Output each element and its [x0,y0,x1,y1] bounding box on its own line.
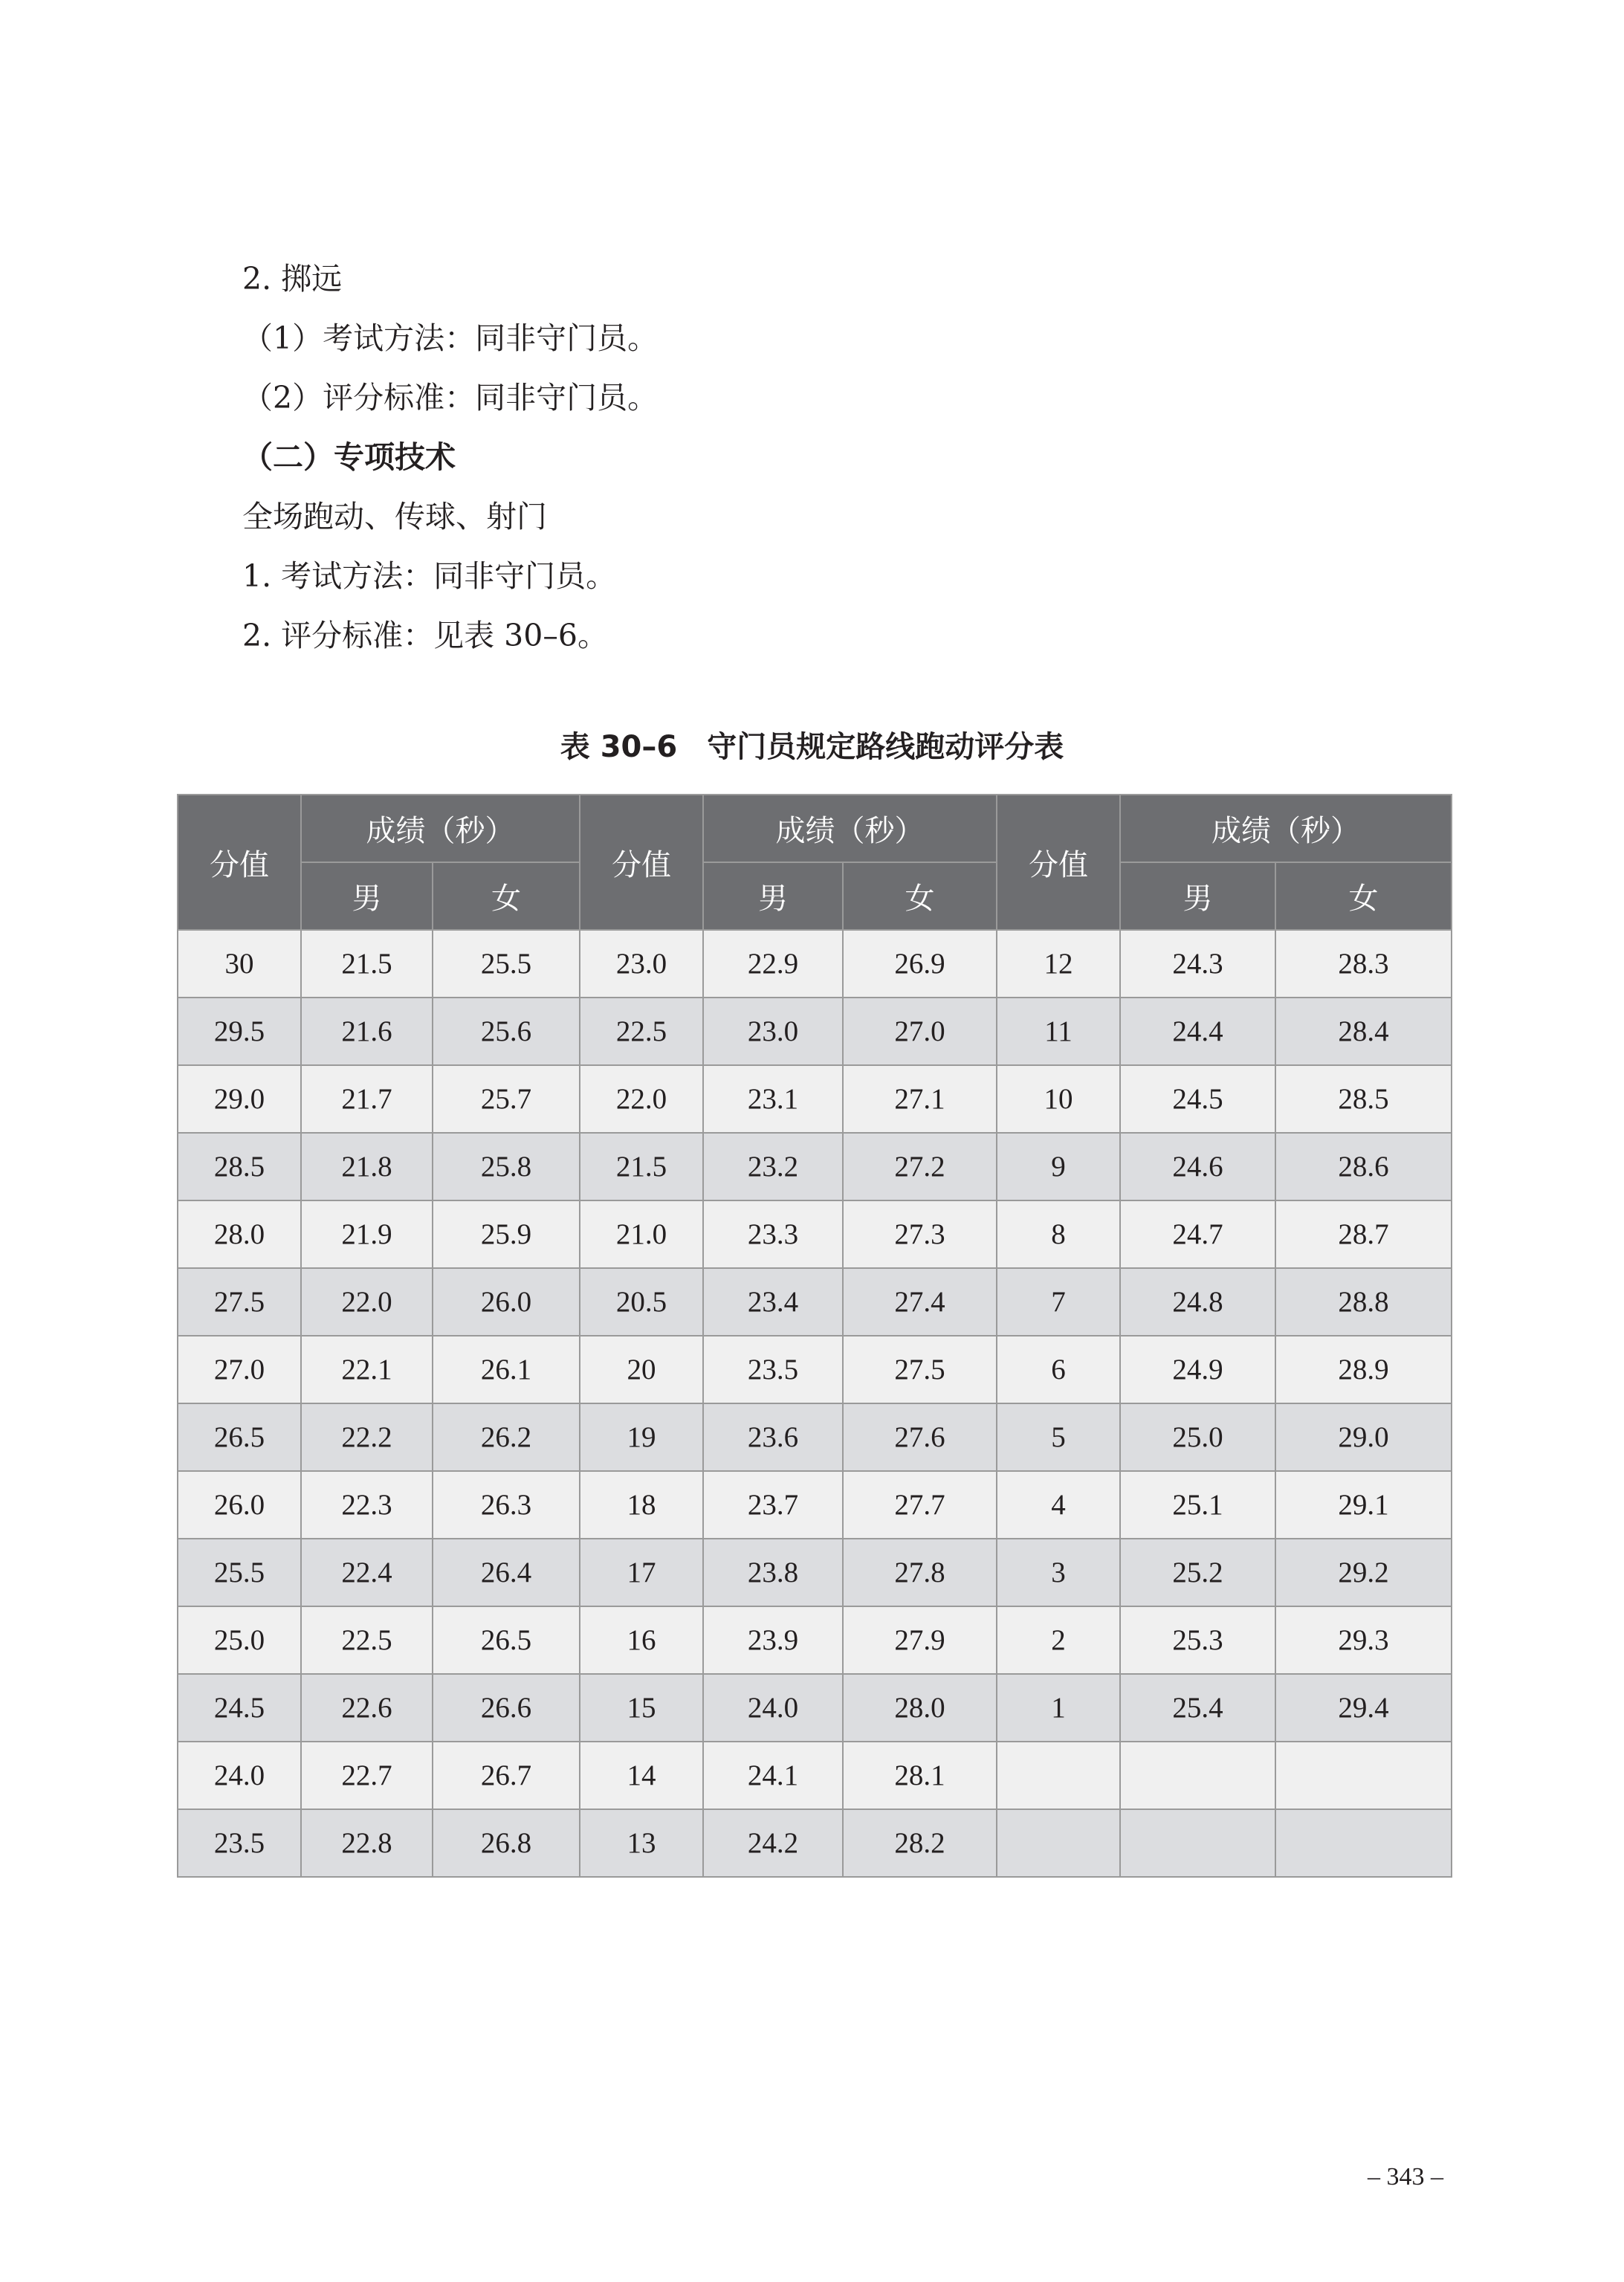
female-time-cell: 28.4 [1275,998,1452,1065]
female-time-cell: 28.9 [1275,1336,1452,1403]
male-time-cell: 24.3 [1120,930,1275,998]
female-header: 女 [433,862,580,930]
score-header: 分值 [178,795,301,930]
male-time-cell: 24.7 [1120,1200,1275,1268]
male-time-cell: 21.6 [301,998,433,1065]
male-time-cell: 23.2 [703,1133,843,1200]
male-time-cell: 24.8 [1120,1268,1275,1336]
table-row [178,1471,1452,1539]
female-time-cell: 27.4 [843,1268,997,1336]
score-cell: 20 [580,1336,703,1403]
score-cell: 24.5 [178,1674,301,1742]
female-time-cell: 28.2 [843,1809,997,1877]
result-header: 成绩（秒） [301,795,580,862]
female-time-cell: 28.6 [1275,1133,1452,1200]
score-cell: 24.0 [178,1742,301,1809]
score-cell: 8 [997,1200,1120,1268]
female-time-cell: 27.1 [843,1065,997,1133]
male-time-cell: 23.6 [703,1403,843,1471]
male-time-cell: 22.7 [301,1742,433,1809]
score-cell: 9 [997,1133,1120,1200]
male-time-cell: 24.1 [703,1742,843,1809]
score-cell: 27.5 [178,1268,301,1336]
score-cell: 26.5 [178,1403,301,1471]
table-row [178,1742,1452,1809]
table-row [178,998,1452,1065]
table-subheader-row [178,862,1452,930]
female-time-cell: 29.2 [1275,1539,1452,1606]
male-time-cell: 22.1 [301,1336,433,1403]
female-time-cell: 27.3 [843,1200,997,1268]
male-time-cell: 23.7 [703,1471,843,1539]
paragraph-skills-scoring: 2. 评分标准：见表 30–6。 [242,618,608,653]
score-cell: 13 [580,1809,703,1877]
score-cell: 23.0 [580,930,703,998]
female-time-cell: 27.0 [843,998,997,1065]
score-cell: 20.5 [580,1268,703,1336]
score-cell: 21.0 [580,1200,703,1268]
result-header: 成绩（秒） [703,795,997,862]
score-cell: 19 [580,1403,703,1471]
male-time-cell: 24.4 [1120,998,1275,1065]
male-time-cell: 22.9 [703,930,843,998]
female-time-cell: 28.7 [1275,1200,1452,1268]
score-cell: 28.5 [178,1133,301,1200]
score-cell: 5 [997,1403,1120,1471]
male-time-cell: 23.9 [703,1606,843,1674]
table-row [178,1336,1452,1403]
male-time-cell: 22.5 [301,1606,433,1674]
male-time-cell: 21.9 [301,1200,433,1268]
male-time-cell: 25.2 [1120,1539,1275,1606]
page-number: – 343 – [1368,2163,1443,2191]
female-time-cell: 27.6 [843,1403,997,1471]
female-time-cell: 26.2 [433,1403,580,1471]
female-time-cell: 26.9 [843,930,997,998]
male-time-cell: 25.4 [1120,1674,1275,1742]
male-time-cell: 24.6 [1120,1133,1275,1200]
score-header: 分值 [997,795,1120,930]
score-cell: 22.5 [580,998,703,1065]
male-time-cell: 24.5 [1120,1065,1275,1133]
score-cell: 7 [997,1268,1120,1336]
male-time-cell: 24.2 [703,1809,843,1877]
male-time-cell: 23.1 [703,1065,843,1133]
female-time-cell: 27.9 [843,1606,997,1674]
female-time-cell: 25.8 [433,1133,580,1200]
male-time-cell: 21.5 [301,930,433,998]
male-time-cell: 22.8 [301,1809,433,1877]
female-time-cell [1275,1809,1452,1877]
score-cell: 28.0 [178,1200,301,1268]
score-cell: 3 [997,1539,1120,1606]
table-row [178,1200,1452,1268]
female-time-cell: 27.5 [843,1336,997,1403]
table-row [178,1539,1452,1606]
female-time-cell: 26.3 [433,1471,580,1539]
female-time-cell: 26.0 [433,1268,580,1336]
score-cell: 23.5 [178,1809,301,1877]
score-cell: 4 [997,1471,1120,1539]
male-time-cell: 25.3 [1120,1606,1275,1674]
male-header: 男 [301,862,433,930]
female-time-cell: 29.0 [1275,1403,1452,1471]
female-time-cell: 26.8 [433,1809,580,1877]
score-cell: 10 [997,1065,1120,1133]
paragraph-skills-items: 全场跑动、传球、射门 [242,499,547,534]
paragraph-throw-scoring: （2）评分标准：同非守门员。 [242,380,659,416]
female-time-cell: 29.3 [1275,1606,1452,1674]
male-time-cell: 21.7 [301,1065,433,1133]
paragraph-skills-heading: （二）专项技术 [242,439,456,475]
table-row [178,1403,1452,1471]
female-time-cell: 29.4 [1275,1674,1452,1742]
female-time-cell: 26.5 [433,1606,580,1674]
female-time-cell: 27.8 [843,1539,997,1606]
score-cell: 17 [580,1539,703,1606]
score-cell: 18 [580,1471,703,1539]
score-cell: 27.0 [178,1336,301,1403]
female-time-cell: 28.5 [1275,1065,1452,1133]
male-time-cell: 23.4 [703,1268,843,1336]
female-time-cell: 26.4 [433,1539,580,1606]
male-time-cell: 23.3 [703,1200,843,1268]
female-header: 女 [843,862,997,930]
male-time-cell: 22.0 [301,1268,433,1336]
table-row [178,1268,1452,1336]
female-time-cell [1275,1742,1452,1809]
table-row [178,1133,1452,1200]
score-cell [997,1742,1120,1809]
table-row [178,1065,1452,1133]
score-cell: 30 [178,930,301,998]
table-body [178,930,1452,1877]
score-cell [997,1809,1120,1877]
male-time-cell: 22.3 [301,1471,433,1539]
score-cell: 26.0 [178,1471,301,1539]
female-time-cell: 26.1 [433,1336,580,1403]
table-row [178,1809,1452,1877]
score-cell: 1 [997,1674,1120,1742]
table-row [178,930,1452,998]
male-header: 男 [703,862,843,930]
score-cell: 29.0 [178,1065,301,1133]
score-cell: 16 [580,1606,703,1674]
male-time-cell: 22.6 [301,1674,433,1742]
score-cell: 14 [580,1742,703,1809]
male-time-cell [1120,1742,1275,1809]
score-cell: 21.5 [580,1133,703,1200]
male-time-cell: 23.5 [703,1336,843,1403]
score-cell: 29.5 [178,998,301,1065]
female-time-cell: 27.7 [843,1471,997,1539]
table-header-row [178,795,1452,862]
score-cell: 15 [580,1674,703,1742]
female-time-cell: 28.1 [843,1742,997,1809]
female-time-cell: 25.6 [433,998,580,1065]
score-cell: 12 [997,930,1120,998]
paragraph-skills-method: 1. 考试方法：同非守门员。 [242,558,617,594]
score-cell: 2 [997,1606,1120,1674]
male-time-cell: 22.2 [301,1403,433,1471]
male-header: 男 [1120,862,1275,930]
score-cell: 25.0 [178,1606,301,1674]
score-cell: 6 [997,1336,1120,1403]
score-cell: 22.0 [580,1065,703,1133]
female-header: 女 [1275,862,1452,930]
female-time-cell: 29.1 [1275,1471,1452,1539]
female-time-cell: 28.8 [1275,1268,1452,1336]
female-time-cell: 28.0 [843,1674,997,1742]
score-cell: 25.5 [178,1539,301,1606]
table-row [178,1674,1452,1742]
male-time-cell: 21.8 [301,1133,433,1200]
paragraph-throw-heading: 2. 掷远 [242,261,343,297]
female-time-cell: 28.3 [1275,930,1452,998]
female-time-cell: 25.7 [433,1065,580,1133]
female-time-cell: 25.9 [433,1200,580,1268]
male-time-cell: 24.0 [703,1674,843,1742]
male-time-cell: 24.9 [1120,1336,1275,1403]
table-caption: 表 30–6 守门员规定路线跑动评分表 [560,730,1064,764]
male-time-cell: 23.0 [703,998,843,1065]
score-table [177,794,1452,1878]
paragraph-throw-method: （1）考试方法：同非守门员。 [242,320,659,356]
male-time-cell: 22.4 [301,1539,433,1606]
female-time-cell: 26.7 [433,1742,580,1809]
female-time-cell: 26.6 [433,1674,580,1742]
male-time-cell: 25.0 [1120,1403,1275,1471]
score-header: 分值 [580,795,703,930]
male-time-cell [1120,1809,1275,1877]
male-time-cell: 23.8 [703,1539,843,1606]
male-time-cell: 25.1 [1120,1471,1275,1539]
result-header: 成绩（秒） [1120,795,1452,862]
female-time-cell: 27.2 [843,1133,997,1200]
table-row [178,1606,1452,1674]
female-time-cell: 25.5 [433,930,580,998]
score-cell: 11 [997,998,1120,1065]
